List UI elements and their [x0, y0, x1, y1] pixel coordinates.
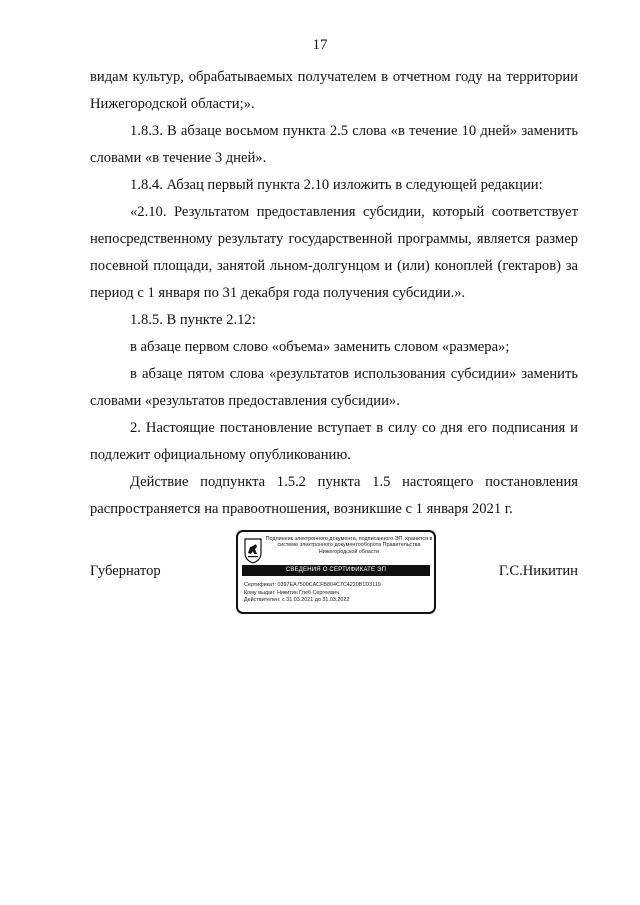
certificate-number: Сертификат: 0397EA7500CACFB804C7C4220B1D3119 — [244, 582, 381, 588]
paragraph: 1.8.3. В абзаце восьмом пункта 2.5 слова «в течение 10 дней» заменить словами «в течение 3 дней». — [90, 123, 578, 166]
electronic-signature-stamp — [236, 530, 436, 614]
page-number: 17 — [312, 37, 328, 53]
stamp-header: Подлинник электронного документа, подписанного ЭП, хранится в системе электронного документооборота Правительства Нижегородской области — [265, 536, 433, 555]
paragraph: в абзаце пятом слова «результатов использования субсидии» заменить словами «результатов предоставления субсидии». — [90, 366, 578, 409]
certificate-details — [244, 582, 430, 605]
signatory-role: Губернатор — [90, 563, 161, 579]
paragraph: 1.8.5. В пункте 2.12: — [130, 312, 256, 328]
signatory-name: Г.С.Никитин — [498, 563, 578, 579]
signature-block — [90, 530, 578, 616]
paragraph: в абзаце первом слово «объема» заменить словом «размера»; — [130, 339, 510, 355]
stamp-title: СВЕДЕНИЯ О СЕРТИФИКАТЕ ЭП — [242, 565, 430, 576]
document-body — [90, 64, 578, 523]
coat-of-arms-icon — [244, 538, 262, 564]
paragraph: «2.10. Результатом предоставления субсидии, который соответствует непосредственному результату государственной программы, является размер посевной площади, занятой льном-долгунцом и (или) коноплей (гектаров) за период с 1 января по 31 декабря года получения субсидии.». — [90, 204, 578, 301]
paragraph: Действие подпункта 1.5.2 пункта 1.5 настоящего постановления распространяется на правоотношения, возникшие с 1 января 2021 г. — [90, 474, 578, 517]
certificate-owner: Кому выдан: Никитин Глеб Сергеевич — [244, 589, 339, 596]
paragraph: видам культур, обрабатываемых получателем в отчетном году на территории Нижегородской области;». — [90, 69, 578, 112]
paragraph: 1.8.4. Абзац первый пункта 2.10 изложить в следующей редакции: — [130, 177, 543, 193]
certificate-validity: Действителен: с 31.03.2021 до 31.03.2022 — [244, 597, 350, 604]
paragraph: 2. Настоящие постановление вступает в силу со дня его подписания и подлежит официальному опубликованию. — [90, 420, 578, 463]
